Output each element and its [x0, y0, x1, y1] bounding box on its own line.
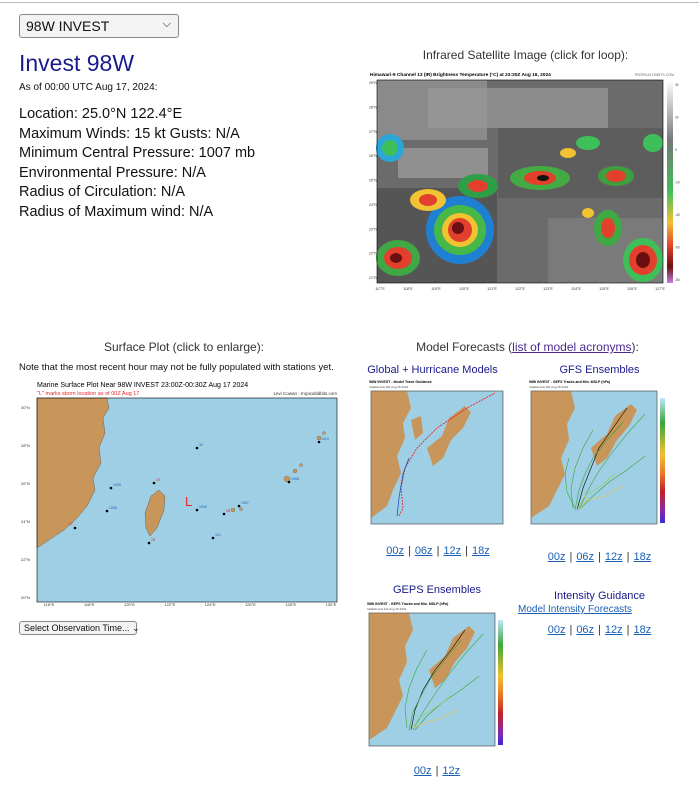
- surface-lat-label-1: 28°N: [21, 443, 30, 448]
- gefs-run-06z[interactable]: 06z: [576, 551, 595, 563]
- ir-lat-label-2: 27°N: [369, 129, 378, 134]
- ir-lon-labels: [375, 287, 665, 291]
- ir-scale-label-5: -60: [675, 245, 680, 250]
- ir-caption: Infrared Satellite Image (click for loop):: [422, 48, 629, 62]
- as-of-time: As of 00:00 UTC Aug 17, 2024:: [19, 82, 158, 93]
- geps-runs: 00z | 12z: [413, 765, 461, 777]
- ir-scale-label-1: 20: [675, 115, 679, 120]
- intensity-forecasts-link[interactable]: Model Intensity Forecasts: [518, 604, 632, 615]
- ir-scale-label-0: 40: [675, 83, 679, 87]
- ir-lon-label-7: 124°E: [571, 287, 581, 291]
- global-image-subtitle: Initialized at 18z Aug 16 2024: [369, 385, 409, 389]
- gefs-image-title: 98W INVEST - GEFS Tracks and Min. MSLP (hPa): [529, 380, 611, 384]
- svg-text:27: 27: [69, 522, 73, 526]
- surface-lon-label-4: 124°E: [204, 602, 216, 606]
- ir-lon-label-2: 119°E: [431, 287, 441, 291]
- model-acronyms-link[interactable]: list of model acronyms: [512, 340, 632, 354]
- storm-location-marker: L: [185, 494, 193, 509]
- surface-caption: Surface Plot (click to enlarge):: [103, 340, 265, 354]
- global-runs: 00z | 06z | 12z | 18z: [386, 545, 490, 557]
- ir-credit: TROPICALTIDBITS.COM: [634, 73, 674, 77]
- svg-text:28: 28: [226, 509, 230, 513]
- global-run-06z[interactable]: 06z: [414, 545, 433, 557]
- ir-image-title: Himawari-9 Channel 13 (IR) Brightness Temperature (°C) at 23:30Z Aug 16, 2024: [370, 73, 551, 78]
- intensity-caption: Intensity Guidance: [553, 590, 646, 602]
- intensity-run-06z[interactable]: 06z: [576, 624, 595, 636]
- info-rmw: Radius of Maximum wind: N/A: [19, 203, 214, 220]
- model-forecasts-suffix: ):: [631, 340, 639, 354]
- global-models-image[interactable]: [367, 378, 509, 530]
- surface-lon-label-0: 116°E: [43, 602, 55, 606]
- surface-lon-labels: [44, 602, 337, 606]
- ir-lon-label-4: 121°E: [487, 287, 497, 291]
- ir-lon-label-10: 127°E: [655, 287, 665, 291]
- ir-lon-label-6: 123°E: [543, 287, 553, 291]
- surface-plot-image[interactable]: [19, 378, 345, 606]
- chevron-down-icon: ⌵: [162, 18, 171, 30]
- global-run-00z[interactable]: 00z: [386, 545, 404, 557]
- ir-scale-label-6: -80: [675, 278, 680, 282]
- ir-lon-label-9: 126°E: [627, 287, 637, 291]
- storm-select-value: 98W INVEST: [26, 18, 110, 34]
- ir-satellite-image[interactable]: [368, 68, 683, 293]
- ir-lat-label-4: 25°N: [369, 178, 378, 183]
- surface-lat-label-2: 26°N: [21, 481, 30, 486]
- surface-note: Note that the most recent hour may not be fully populated with stations yet.: [19, 362, 334, 373]
- svg-text:1010: 1010: [321, 437, 329, 441]
- svg-text:1006: 1006: [199, 505, 207, 509]
- ir-lat-labels: [369, 81, 377, 280]
- global-image-title: 98W INVEST - Model Track Guidance: [369, 380, 432, 384]
- ir-lat-label-6: 23°N: [369, 227, 378, 232]
- surface-lat-label-4: 22°N: [21, 557, 30, 562]
- ir-lat-label-5: 24°N: [369, 202, 378, 207]
- intensity-run-00z[interactable]: 00z: [547, 624, 566, 636]
- svg-text:110: 110: [215, 533, 221, 537]
- observation-time-value: Select Observation Time...: [24, 623, 130, 633]
- ir-lat-label-3: 26°N: [369, 154, 378, 159]
- intensity-run-12z[interactable]: 12z: [604, 624, 623, 636]
- surface-lon-label-1: 118°E: [83, 602, 95, 606]
- ir-lon-label-0: 117°E: [375, 287, 385, 291]
- info-location: Location: 25.0°N 122.4°E: [19, 106, 183, 122]
- surface-lon-label-5: 126°E: [244, 602, 256, 606]
- svg-text:28: 28: [151, 538, 155, 542]
- gefs-runs: 00z | 06z | 12z | 18z: [547, 551, 652, 563]
- surface-plot-subtitle: "L" marks storm location as of 00Z Aug 17: [37, 391, 140, 397]
- surface-lat-labels: [21, 405, 30, 600]
- ir-scale-label-4: -40: [675, 213, 680, 217]
- info-env-pressure: Environmental Pressure: N/A: [19, 164, 206, 181]
- surface-lon-label-7: 130°E: [325, 602, 337, 606]
- geps-caption: GEPS Ensembles: [392, 584, 482, 596]
- surface-lat-label-5: 20°N: [21, 595, 30, 600]
- surface-plot-title: Marine Surface Plot Near 98W INVEST 23:00Z-00:30Z Aug 17 2024: [37, 382, 249, 389]
- ir-lat-label-8: 21°N: [369, 276, 378, 280]
- gefs-image-subtitle: Initialized at 18z Aug 16 2024: [529, 385, 569, 389]
- gefs-run-18z[interactable]: 18z: [633, 551, 652, 563]
- gefs-caption: GFS Ensembles: [559, 364, 640, 376]
- global-models-caption: Global + Hurricane Models: [367, 364, 498, 376]
- geps-run-12z[interactable]: 12z: [442, 765, 461, 777]
- svg-text:1008: 1008: [291, 477, 299, 481]
- surface-lon-label-2: 120°E: [124, 602, 136, 606]
- geps-image-subtitle: Initialized at 12z Aug 16 2024: [367, 607, 407, 611]
- ir-scale-label-3: -20: [675, 180, 680, 185]
- ir-lat-label-7: 22°N: [369, 251, 378, 256]
- storm-select[interactable]: [19, 14, 179, 38]
- model-forecasts-heading: [370, 340, 685, 354]
- intensity-runs: 00z | 06z | 12z | 18z: [547, 624, 652, 636]
- ir-lat-label-0: 29°N: [369, 81, 378, 85]
- gefs-image[interactable]: [527, 378, 672, 530]
- global-run-18z[interactable]: 18z: [472, 545, 490, 557]
- chevron-down-icon: ⌄: [132, 623, 140, 633]
- svg-text:1009: 1009: [113, 483, 121, 487]
- info-roci: Radius of Circulation: N/A: [19, 184, 186, 200]
- svg-text:29: 29: [156, 478, 160, 482]
- top-divider: [0, 2, 699, 3]
- intensity-run-18z[interactable]: 18z: [633, 624, 652, 636]
- surface-lon-label-6: 128°E: [285, 602, 297, 606]
- ir-lon-label-5: 122°E: [515, 287, 525, 291]
- ir-scale-label-2: 0: [675, 148, 677, 152]
- svg-text:1006: 1006: [109, 506, 117, 510]
- gefs-run-12z[interactable]: 12z: [604, 551, 623, 563]
- geps-image-title: 98W INVEST - GEPS Tracks and Min. MSLP (hPa): [367, 602, 449, 606]
- surface-lat-label-3: 24°N: [21, 519, 30, 524]
- ir-lon-label-3: 120°E: [459, 287, 469, 291]
- geps-image[interactable]: [365, 600, 510, 752]
- ir-lat-label-1: 28°N: [369, 105, 378, 110]
- geps-run-00z[interactable]: 00z: [413, 765, 432, 777]
- surface-lat-label-0: 30°N: [21, 405, 30, 410]
- info-winds: Maximum Winds: 15 kt Gusts: N/A: [19, 125, 240, 142]
- svg-text:1007: 1007: [241, 501, 249, 505]
- ir-lon-label-1: 118°E: [403, 287, 413, 291]
- gefs-run-00z[interactable]: 00z: [547, 551, 566, 563]
- model-forecasts-prefix: Model Forecasts (: [416, 340, 513, 354]
- storm-info: [19, 105, 255, 222]
- ir-lon-label-8: 125°E: [599, 287, 609, 291]
- global-run-12z[interactable]: 12z: [443, 545, 462, 557]
- surface-lon-label-3: 122°E: [164, 602, 176, 606]
- info-pressure: Minimum Central Pressure: 1007 mb: [19, 145, 256, 161]
- svg-text:30: 30: [199, 443, 203, 447]
- storm-title: Invest 98W: [19, 50, 135, 76]
- surface-plot-credit: Levi Cowan - tropicaltidbits.com: [273, 391, 337, 396]
- ir-scale-labels: [675, 83, 680, 282]
- observation-time-select[interactable]: [19, 621, 140, 635]
